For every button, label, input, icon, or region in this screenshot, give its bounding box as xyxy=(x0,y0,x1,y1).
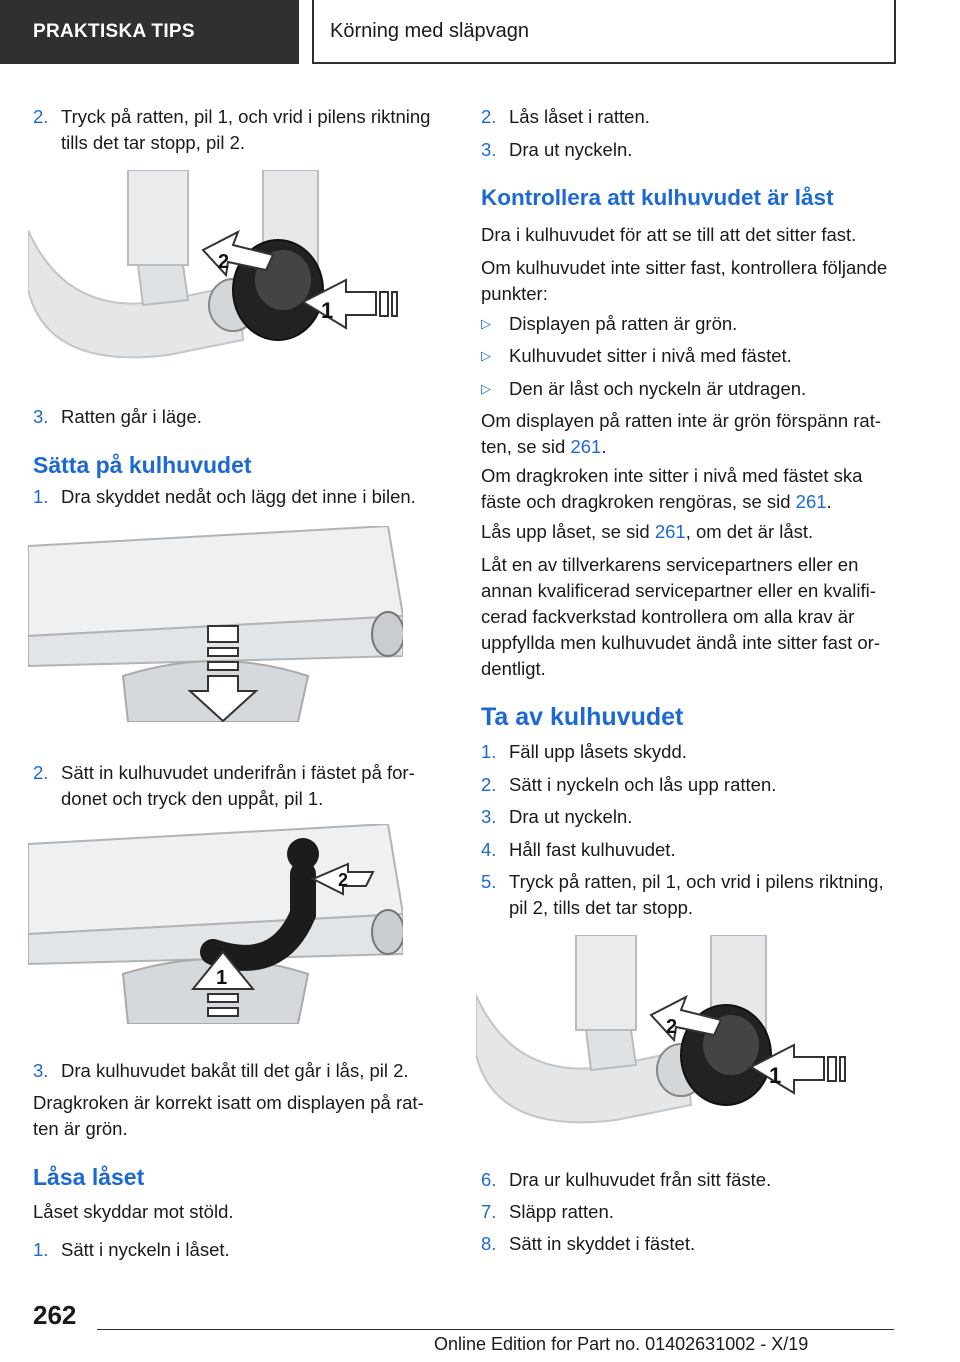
step-pull-back xyxy=(33,1058,443,1084)
step-number: 2. xyxy=(481,106,497,127)
bullet-text: Kulhuvudet sitter i nivå med fästet. xyxy=(509,345,792,366)
step-text: Håll fast kulhuvudet. xyxy=(509,839,676,860)
heading-lock: Låsa låset xyxy=(33,1164,145,1190)
step-number: 5. xyxy=(481,871,497,892)
figure-cover-down xyxy=(28,526,403,722)
figure-dial-release-remove xyxy=(476,935,851,1135)
bullet-text: Displayen på ratten är grön. xyxy=(509,313,738,334)
bullet-item xyxy=(481,376,899,402)
step-number: 3. xyxy=(481,806,497,827)
arrow-2-label: 2 xyxy=(338,870,349,890)
para-text: . xyxy=(826,491,832,512)
step-text: Tryck på ratten, pil 1, och vrid i pilens riktning, pil 2, tills det tar stopp. xyxy=(509,871,884,918)
step-text: Sätt i nyckeln och lås upp ratten. xyxy=(509,774,777,795)
para-text: Lås upp låset, se sid xyxy=(481,521,655,542)
para-display-not-green xyxy=(481,408,899,460)
step-item xyxy=(481,1199,899,1225)
page-link[interactable]: 261 xyxy=(654,521,686,542)
triangle-icon: ▷ xyxy=(481,381,491,396)
step-text: Lås låset i ratten. xyxy=(509,106,650,127)
bullet-item xyxy=(481,343,899,369)
para-not-fixed: Om kulhuvudet inte sitter fast, kontrollera följande punkter: xyxy=(481,257,888,304)
step-number: 3. xyxy=(33,406,49,427)
step-number: 1. xyxy=(33,486,49,507)
step-text: Fäll upp låsets skydd. xyxy=(509,741,687,762)
step-pull-cover xyxy=(33,484,443,510)
triangle-icon: ▷ xyxy=(481,316,491,331)
step-text: Dra ut nyckeln. xyxy=(509,139,633,160)
step-text: Dra kulhuvudet bakåt till det går i lås, pil 2. xyxy=(61,1060,409,1081)
figure-dial-release xyxy=(28,170,403,370)
step-number: 3. xyxy=(33,1060,49,1081)
para-clean xyxy=(481,463,899,515)
arrow-2-label: 2 xyxy=(666,1016,678,1038)
step-item xyxy=(481,1167,899,1193)
para-theft: Låset skyddar mot stöld. xyxy=(33,1201,234,1222)
arrow-2-label: 2 xyxy=(218,251,230,273)
step-item xyxy=(481,837,899,863)
figure-ball-insert xyxy=(28,824,403,1024)
step-remove-key xyxy=(481,137,899,163)
step-number: 1. xyxy=(33,1239,49,1260)
heading-remove-ball: Ta av kulhuvudet xyxy=(481,703,684,731)
triangle-icon: ▷ xyxy=(481,348,491,363)
step-text: Dra skyddet nedåt och lägg det inne i bilen. xyxy=(61,486,416,507)
step-item xyxy=(481,869,899,921)
page-link[interactable]: 261 xyxy=(570,436,602,457)
step-number: 2. xyxy=(481,774,497,795)
page-link[interactable]: 261 xyxy=(795,491,827,512)
step-number: 3. xyxy=(481,139,497,160)
step-turn-dial xyxy=(33,104,443,156)
step-text: Dra ur kulhuvudet från sitt fäste. xyxy=(509,1169,772,1190)
step-number: 8. xyxy=(481,1233,497,1254)
step-text: Sätt i nyckeln i låset. xyxy=(61,1239,230,1260)
step-number: 6. xyxy=(481,1169,497,1190)
step-text: Sätt in skyddet i fästet. xyxy=(509,1233,696,1254)
step-item xyxy=(481,739,899,765)
step-number: 2. xyxy=(33,106,49,127)
heading-check-locked: Kontrollera att kulhuvudet är låst xyxy=(481,185,834,210)
step-text: Dra ut nyckeln. xyxy=(509,806,633,827)
para-text: Om dragkroken inte sitter i nivå med fästet ska fäste och dragkroken rengöras, se sid xyxy=(481,465,863,512)
page-title: Körning med släpvagn xyxy=(312,0,896,64)
arrow-1-label: 1 xyxy=(769,1063,782,1088)
step-number: 2. xyxy=(33,762,49,783)
step-item xyxy=(481,1231,899,1257)
step-number: 7. xyxy=(481,1201,497,1222)
step-text: Sätt in kulhuvudet underifrån i fästet på fordonet och tryck den uppåt, pil 1. xyxy=(61,762,415,809)
arrow-1-label: 1 xyxy=(321,298,334,323)
step-text: Ratten går i läge. xyxy=(61,406,202,427)
step-dial-engages xyxy=(33,404,443,430)
para-pull-check: Dra i kulhuvudet för att se till att det sitter fast. xyxy=(481,224,857,245)
section-tab: PRAKTISKA TIPS xyxy=(0,0,299,64)
step-item xyxy=(481,804,899,830)
para-service: Låt en av tillverkarens servicepartners eller en annan kvalificerad servicepartner eller en kvalificerad fackverkstad kontrollera om alla krav är uppfyllda men kulhuvudet ändå inte sitter fast ordentligt. xyxy=(481,554,881,679)
step-number: 1. xyxy=(481,741,497,762)
arrow-1-label: 1 xyxy=(216,967,228,989)
step-insert-key xyxy=(33,1237,443,1263)
step-insert-ball xyxy=(33,760,443,812)
para-text: Om displayen på ratten inte är grön förspänn ratten, se sid xyxy=(481,410,882,457)
para-text: . xyxy=(601,436,607,457)
para-unlock xyxy=(481,519,899,545)
footer-divider xyxy=(97,1329,894,1330)
step-number: 4. xyxy=(481,839,497,860)
para-text: , om det är låst. xyxy=(685,521,814,542)
step-text: Tryck på ratten, pil 1, och vrid i pilens riktning tills det tar stopp, pil 2. xyxy=(61,106,431,153)
bullet-text: Den är låst och nyckeln är utdragen. xyxy=(509,378,807,399)
page-number: 262 xyxy=(33,1300,77,1330)
step-text: Släpp ratten. xyxy=(509,1201,614,1222)
step-lock-dial xyxy=(481,104,899,130)
para-display-green: Dragkroken är korrekt isatt om displayen på ratten är grön. xyxy=(33,1092,424,1139)
heading-attach-ball: Sätta på kulhuvudet xyxy=(33,452,252,478)
step-item xyxy=(481,772,899,798)
edition-note: Online Edition for Part no. 01402631002 - X/19 xyxy=(434,1334,809,1354)
bullet-item xyxy=(481,311,899,337)
